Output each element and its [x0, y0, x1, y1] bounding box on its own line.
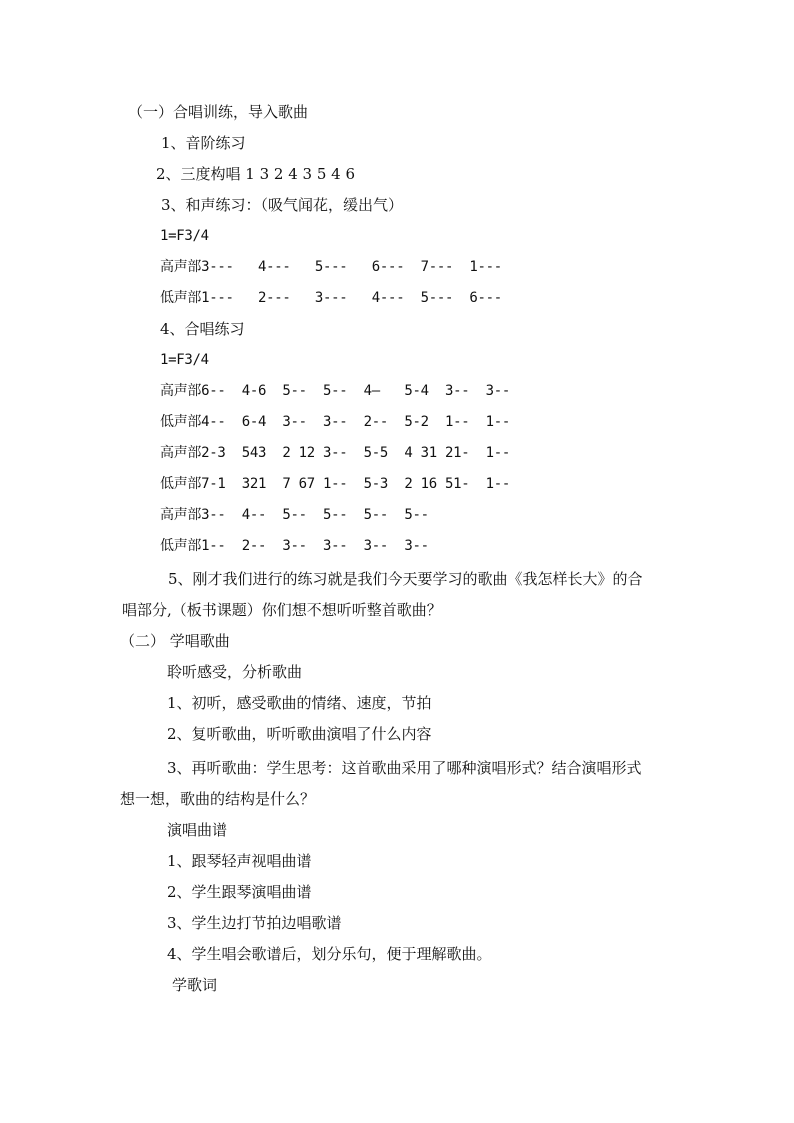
chorus-high-2: 高声部2-3 543 2 12 3-- 5-5 4 31 21- 1-- [160, 445, 510, 461]
score-step-3: 3、学生边打节拍边唱歌谱 [167, 914, 342, 932]
listen-step-2: 2、复听歌曲，听听歌曲演唱了什么内容 [167, 725, 432, 743]
key-signature-1: 1=F3/4 [160, 228, 209, 244]
score-step-4: 4、学生唱会歌谱后，划分乐句，便于理解歌曲。 [167, 945, 492, 963]
harmony-high-part: 高声部3--- 4--- 5--- 6--- 7--- 1--- [160, 259, 502, 275]
score-step-2: 2、学生跟琴演唱曲谱 [167, 883, 312, 901]
listen-step-3-line-2: 想一想，歌曲的结构是什么？ [120, 790, 316, 808]
harmony-low-part: 低声部1--- 2--- 3--- 4--- 5--- 6--- [160, 290, 502, 306]
section2-title: （二） 学唱歌曲 [120, 632, 230, 650]
key-signature-2: 1=F3/4 [160, 352, 209, 368]
listen-step-1: 1、初听，感受歌曲的情绪、速度，节拍 [167, 694, 432, 712]
listen-step-3-line-1: 3、再听歌曲：学生思考：这首歌曲采用了哪种演唱形式？结合演唱形式 [167, 759, 642, 777]
chorus-low-3: 低声部1-- 2-- 3-- 3-- 3-- 3-- [160, 538, 429, 554]
score-step-1: 1、跟琴轻声视唱曲谱 [167, 852, 312, 870]
paragraph-5-line-1: 5、刚才我们进行的练习就是我们今天要学习的歌曲《我怎样长大》的合 [168, 570, 643, 588]
listen-title: 聆听感受，分析歌曲 [167, 663, 303, 681]
chorus-low-2: 低声部7-1 321 7 67 1-- 5-3 2 16 51- 1-- [160, 476, 510, 492]
score-title: 演唱曲谱 [167, 821, 228, 839]
chorus-low-1: 低声部4-- 6-4 3-- 3-- 2-- 5-2 1-- 1-- [160, 414, 510, 430]
section1-title: （一）合唱训练，导入歌曲 [128, 103, 309, 121]
lyrics-title: 学歌词 [172, 976, 218, 994]
chorus-high-3: 高声部3-- 4-- 5-- 5-- 5-- 5-- [160, 507, 429, 523]
paragraph-5-line-2: 唱部分,（板书课题）你们想不想听听整首歌曲？ [122, 601, 442, 619]
harmony-practice: 3、和声练习：（吸气闻花，缓出气） [161, 196, 404, 214]
scale-practice: 1、音阶练习 [161, 134, 246, 152]
thirds-practice: 2、三度构唱 1 3 2 4 3 5 4 6 [156, 165, 356, 183]
chorus-practice: 4、合唱练习 [160, 320, 245, 338]
chorus-high-1: 高声部6-- 4-6 5-- 5-- 4— 5-4 3-- 3-- [160, 383, 510, 399]
